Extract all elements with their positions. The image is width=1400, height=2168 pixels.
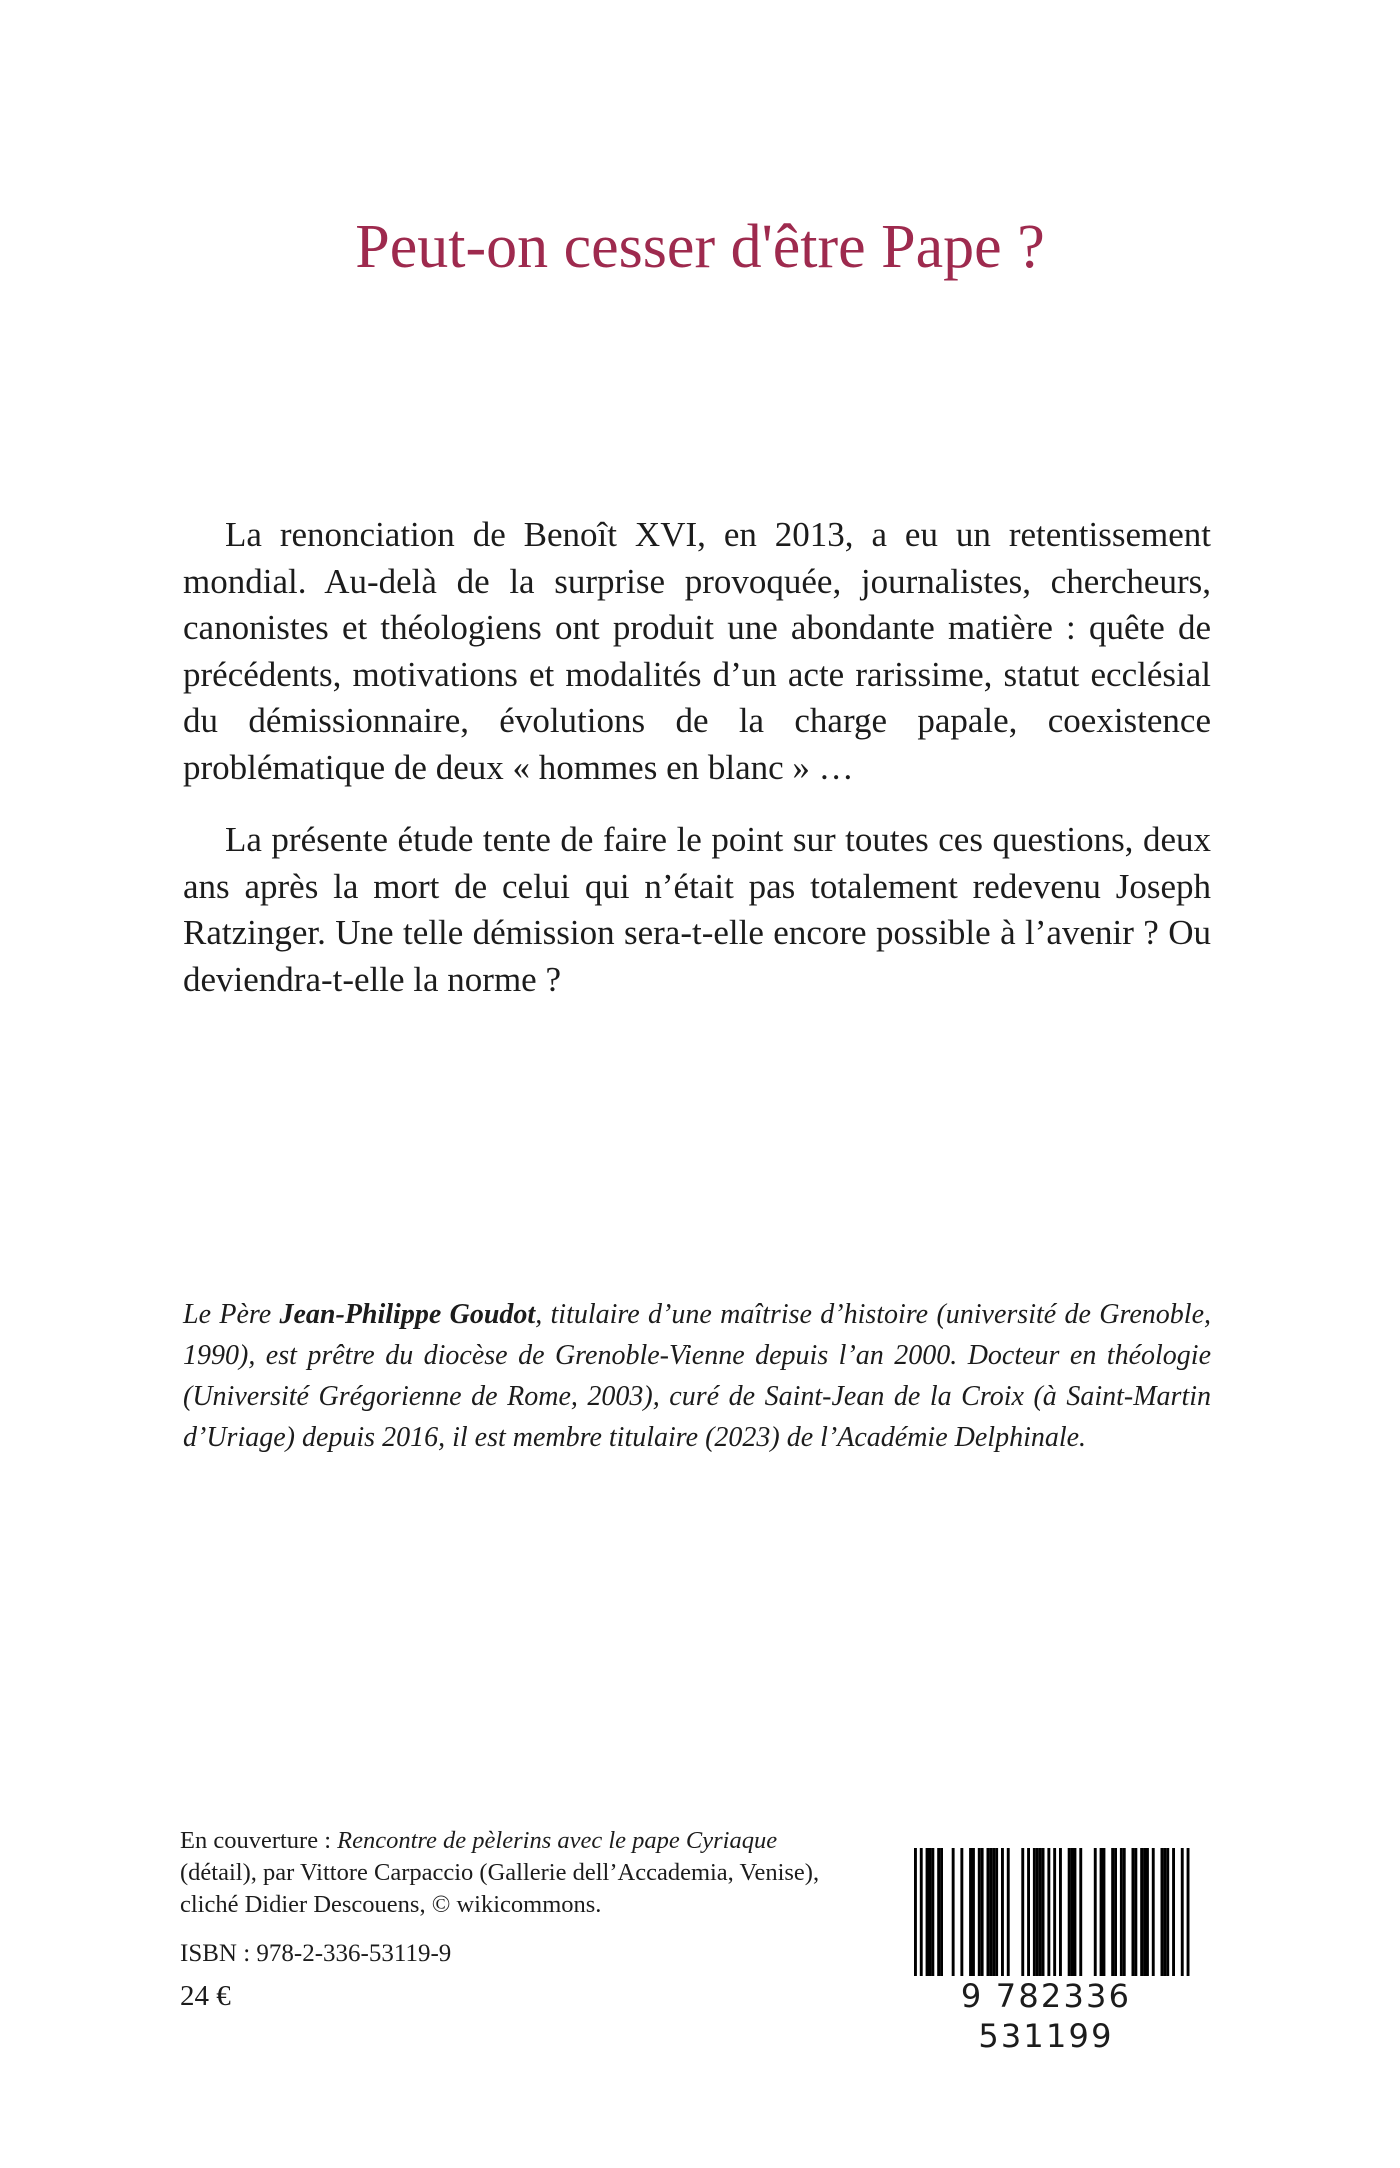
barcode-bar xyxy=(937,1848,940,1976)
isbn: ISBN : 978-2-336-53119-9 xyxy=(180,1940,452,1967)
barcode-bar xyxy=(1068,1848,1071,1976)
barcode-bar xyxy=(940,1848,943,1976)
barcode-bar xyxy=(1123,1848,1126,1976)
barcode-bar xyxy=(1027,1848,1030,1976)
credits-work-title: Rencontre de pèlerins avec le pape Cyriaque xyxy=(337,1827,778,1854)
barcode-bar xyxy=(952,1848,955,1976)
barcode-bar xyxy=(1021,1848,1024,1976)
barcode-bar xyxy=(1079,1848,1082,1976)
barcode-bar xyxy=(1163,1848,1166,1976)
barcode-bar xyxy=(995,1848,998,1976)
barcode-bar xyxy=(1071,1848,1074,1976)
blurb xyxy=(183,512,1211,1029)
barcode-bar xyxy=(1094,1848,1097,1976)
barcode-bar xyxy=(1146,1848,1149,1976)
barcode-bar xyxy=(1059,1848,1062,1976)
barcode-bar xyxy=(981,1848,984,1976)
author-bio-text xyxy=(183,1294,1211,1458)
barcode-bar xyxy=(1172,1848,1175,1976)
cover-credits-text xyxy=(180,1825,830,1921)
barcode-bar xyxy=(1039,1848,1042,1976)
book-title: Peut-on cesser d'être Pape ? xyxy=(355,213,1045,281)
barcode-bar xyxy=(960,1848,963,1976)
barcode-bar xyxy=(969,1848,972,1976)
blurb-paragraph-1: La renonciation de Benoît XVI, en 2013, a eu un retentissement mondial. Au-delà de la surprise provoquée, journalistes, chercheurs, canonistes et théologiens ont produit une abondante matière : quête de précédents, motivations et modalités d’un acte rarissime, statut ecclésial du démissionnaire, évolutions de la charge papale, coexistence problématique de deux « hommes en blanc » … xyxy=(183,515,1211,787)
author-bio xyxy=(183,1294,1211,1458)
barcode xyxy=(888,1848,1204,2055)
barcode-bar xyxy=(1161,1848,1164,1976)
barcode-bar xyxy=(992,1848,995,1976)
barcode-bar xyxy=(1036,1848,1039,1976)
price: 24 € xyxy=(180,1980,231,2012)
barcode-bar xyxy=(1132,1848,1135,1976)
barcode-bar xyxy=(931,1848,934,1976)
cover-credits xyxy=(180,1825,830,1921)
credits-rest: (détail), par Vittore Carpaccio (Gallerie dell’Accademia, Venise), cliché Didier Descouens, © wikicommons. xyxy=(180,1859,820,1918)
barcode-bar xyxy=(1007,1848,1010,1976)
barcode-bar xyxy=(1152,1848,1155,1976)
barcode-bar xyxy=(1100,1848,1103,1976)
barcode-bar xyxy=(1033,1848,1036,1976)
barcode-bar xyxy=(1166,1848,1169,1976)
barcode-bar xyxy=(1042,1848,1045,1976)
bio-body: , titulaire d’une maîtrise d’histoire (université de Grenoble, 1990), est prêtre du diocèse de Grenoble-Vienne depuis l’an 2000. Docteur en théologie (Université Grégorienne de Rome, 2003), curé de Saint-Jean de la Croix (à Saint-Martin d’Uriage) depuis 2016, il est membre titulaire (2023) de l’Académie Delphinale. xyxy=(183,1299,1211,1453)
bio-prefix: Le Père xyxy=(183,1299,280,1330)
barcode-bar xyxy=(978,1848,981,1976)
barcode-bar xyxy=(1140,1848,1143,1976)
blurb-paragraph-2: La présente étude tente de faire le point sur toutes ces questions, deux ans après la mort de celui qui n’était pas totalement redevenu Joseph Ratzinger. Une telle démission sera-t-elle encore possible à l’avenir ? Ou deviendra-t-elle la norme ? xyxy=(183,820,1211,999)
barcode-bar xyxy=(1111,1848,1114,1976)
barcode-bar xyxy=(926,1848,929,1976)
barcode-bar xyxy=(972,1848,975,1976)
barcode-bar xyxy=(1001,1848,1004,1976)
author-name: Jean-Philippe Goudot xyxy=(279,1299,536,1330)
barcode-bar xyxy=(1120,1848,1123,1976)
barcode-bar xyxy=(989,1848,992,1976)
barcode-bar xyxy=(1103,1848,1106,1976)
barcode-bar xyxy=(1143,1848,1146,1976)
barcode-bar xyxy=(1114,1848,1117,1976)
barcode-bar xyxy=(1074,1848,1077,1976)
credits-prefix: En couverture : xyxy=(180,1827,338,1854)
barcode-bar xyxy=(987,1848,990,1976)
barcode-bar xyxy=(929,1848,932,1976)
barcode-bar xyxy=(1134,1848,1137,1976)
barcode-digits: 9 782336 531199 xyxy=(888,1976,1204,2016)
